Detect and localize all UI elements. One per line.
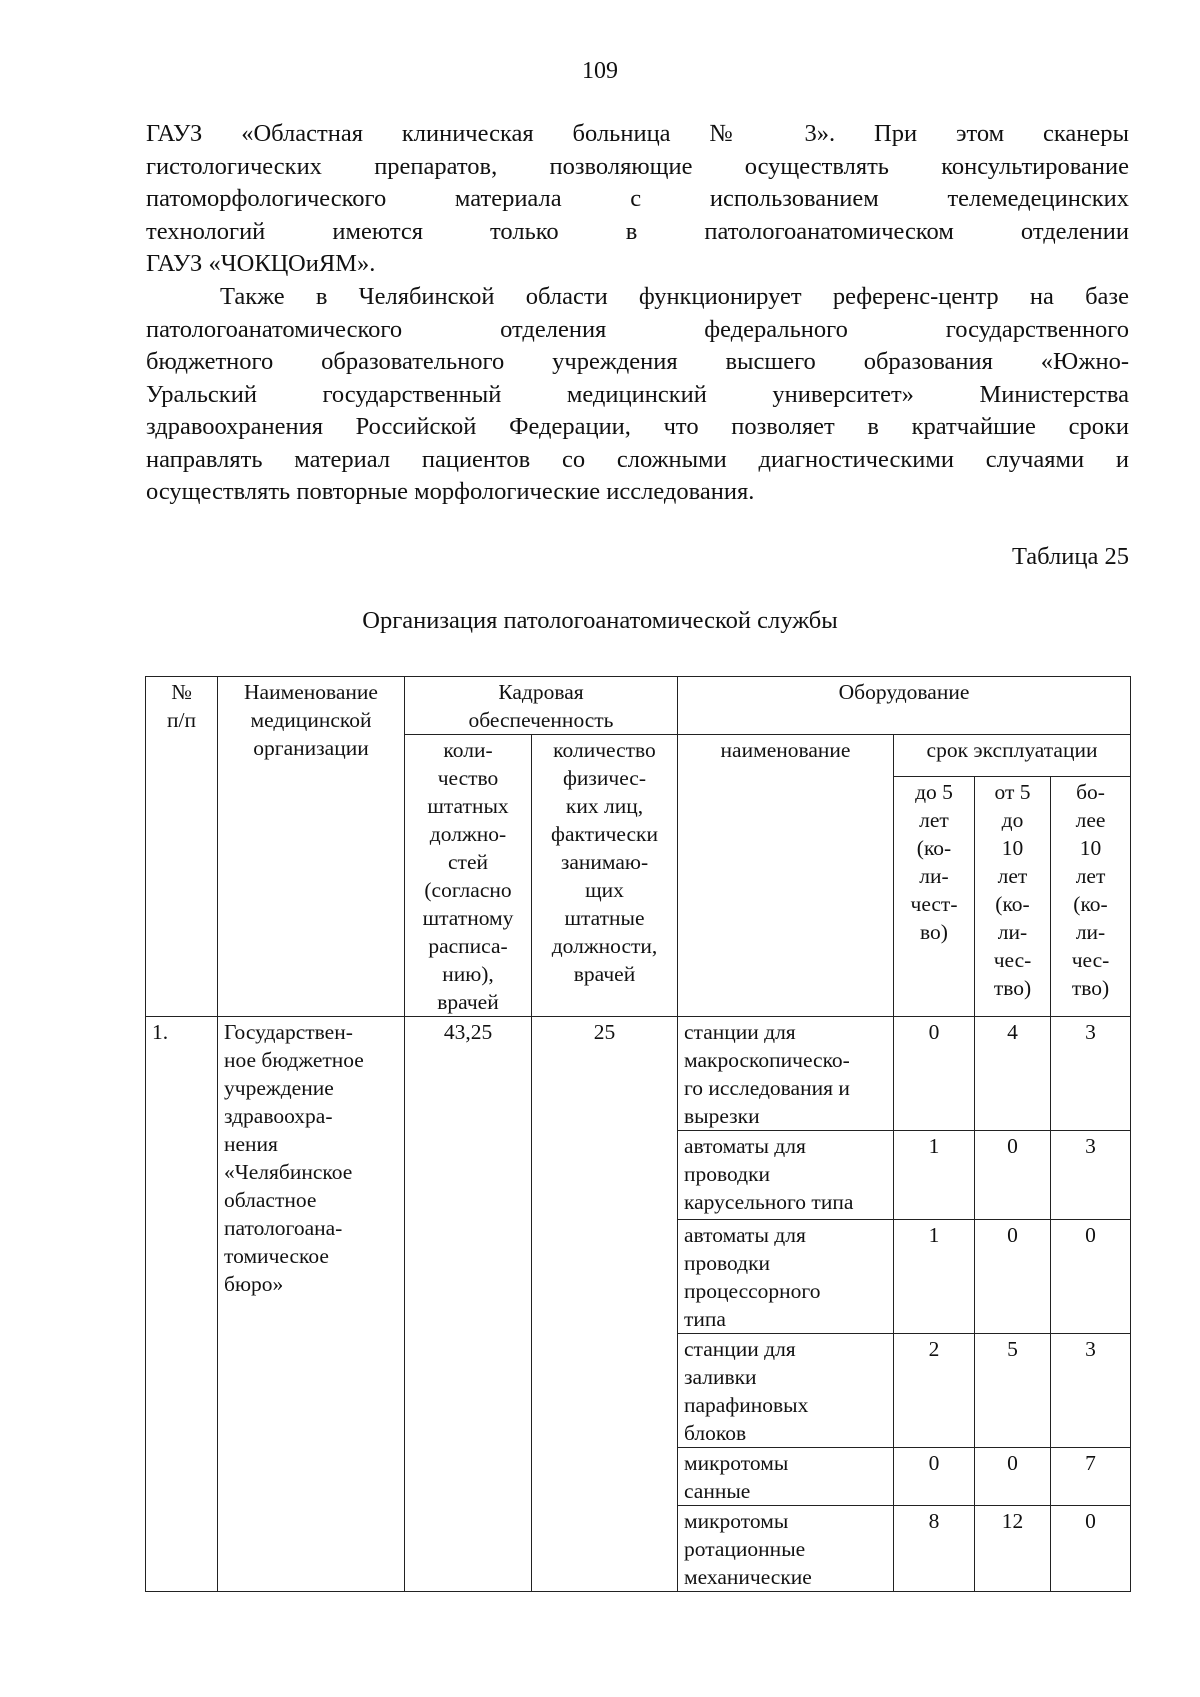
equipment-under-5: 0 — [894, 1017, 975, 1131]
cell-line: патологоана- — [224, 1216, 343, 1240]
cell-line: чество — [437, 766, 499, 790]
paragraph-line: осуществлять повторные морфологические исследования. — [146, 478, 755, 505]
cell-line: фактически — [551, 822, 658, 846]
header-num — [146, 677, 218, 1017]
equipment-name — [678, 1131, 894, 1220]
cell-line: № — [171, 680, 192, 704]
row-staff-persons: 25 — [532, 1017, 678, 1592]
cell-line: щих — [585, 878, 624, 902]
cell-line: проводки — [684, 1162, 771, 1186]
page-number: 109 — [582, 58, 618, 84]
cell-line: ротационные — [684, 1537, 806, 1561]
cell-line: автоматы для — [684, 1223, 806, 1247]
cell-line: во) — [920, 920, 948, 945]
equipment-name — [678, 1220, 894, 1334]
pathology-service-table — [145, 676, 1131, 1592]
paragraph-line: Также в Челябинской области функционирует референс-центр на базе — [220, 283, 1129, 310]
cell-line: (ко- — [916, 836, 952, 861]
paragraph-2 — [146, 281, 1129, 509]
header-staffing — [405, 677, 678, 735]
cell-line: штатные — [564, 906, 645, 930]
cell-line: нию), — [442, 962, 494, 986]
cell-line: до 5 — [915, 780, 953, 805]
equipment-5-to-10: 5 — [975, 1334, 1051, 1448]
cell-line: лет — [1075, 864, 1106, 889]
cell-line: Государствен- — [224, 1020, 353, 1044]
equipment-name — [678, 1448, 894, 1506]
cell-line: станции для — [684, 1337, 796, 1361]
cell-line: санные — [684, 1479, 751, 1503]
cell-line: типа — [684, 1307, 726, 1331]
cell-line: ли- — [997, 920, 1028, 945]
cell-line: (ко- — [995, 892, 1030, 917]
equipment-under-5: 1 — [894, 1220, 975, 1334]
equipment-over-10: 0 — [1051, 1506, 1131, 1592]
cell-line: ли- — [1075, 920, 1106, 945]
cell-line: физичес- — [562, 766, 647, 790]
cell-line: врачей — [437, 990, 499, 1014]
equipment-name — [678, 1017, 894, 1131]
cell-line: организации — [253, 736, 369, 760]
equipment-under-5: 0 — [894, 1448, 975, 1506]
cell-line: медицинской — [250, 708, 372, 732]
cell-line: от 5 — [994, 780, 1031, 805]
row-org-name — [218, 1017, 405, 1592]
paragraph-1 — [146, 118, 1129, 281]
equipment-under-5: 1 — [894, 1131, 975, 1220]
cell-line: Кадровая — [498, 680, 584, 704]
equipment-name — [678, 1334, 894, 1448]
cell-line: врачей — [573, 962, 636, 986]
equipment-5-to-10: 0 — [975, 1220, 1051, 1334]
equipment-over-10: 0 — [1051, 1220, 1131, 1334]
cell-line: количество — [553, 738, 656, 762]
equipment-5-to-10: 0 — [975, 1131, 1051, 1220]
cell-line: процессорного — [684, 1279, 821, 1303]
cell-line: макроскопическо- — [684, 1048, 850, 1072]
cell-line: го исследования и — [684, 1076, 850, 1100]
header-over-10-years — [1051, 777, 1131, 1017]
cell-line: микротомы — [684, 1451, 789, 1475]
cell-line: лет — [997, 864, 1028, 889]
cell-line: здравоохра- — [224, 1104, 333, 1128]
cell-line: лет — [919, 808, 949, 833]
paragraph-line: Уральский государственный медицинский университет» Министерства — [146, 380, 1129, 408]
cell-line: бо- — [1076, 780, 1105, 805]
cell-line: томическое — [224, 1244, 329, 1268]
cell-line: областное — [224, 1188, 317, 1212]
cell-line: чес- — [1071, 948, 1110, 973]
cell-line: парафиновых — [684, 1393, 809, 1417]
paragraph-line: здравоохранения Российской Федерации, что позволяет в кратчайшие сроки — [146, 413, 1129, 440]
header-5-to-10-years — [975, 777, 1051, 1017]
cell-line: блоков — [684, 1421, 747, 1445]
cell-line: автоматы для — [684, 1134, 806, 1158]
cell-line: обеспеченность — [468, 708, 614, 732]
cell-line: ли- — [919, 864, 949, 889]
cell-line: чес- — [993, 948, 1032, 973]
paragraph-line: бюджетного образовательного учреждения высшего образования «Южно- — [146, 348, 1129, 375]
table-label: Таблица 25 — [1011, 543, 1129, 570]
header-under-5-years — [894, 777, 975, 1017]
paragraph-line: ГАУЗ «ЧОКЦОиЯМ». — [146, 250, 376, 277]
paragraph-line: патоморфологического материала с использованием телемедецинских — [146, 185, 1129, 212]
cell-line: расписа- — [428, 934, 508, 958]
cell-line: проводки — [684, 1251, 771, 1275]
cell-line: до — [1001, 808, 1024, 833]
cell-line: механические — [684, 1565, 812, 1589]
header-service-life: срок эксплуатации — [894, 735, 1131, 777]
cell-line: стей — [448, 850, 488, 874]
equipment-under-5: 2 — [894, 1334, 975, 1448]
equipment-5-to-10: 12 — [975, 1506, 1051, 1592]
table-title: Организация патологоанатомической службы — [362, 607, 838, 634]
cell-line: заливки — [684, 1365, 757, 1389]
equipment-over-10: 7 — [1051, 1448, 1131, 1506]
paragraph-line: технологий имеются только в патологоанатомическом отделении — [146, 217, 1129, 245]
paragraph-line: направлять материал пациентов со сложными диагностическими случаями и — [146, 445, 1129, 473]
cell-line: лее — [1075, 808, 1106, 833]
cell-line: 10 — [1001, 836, 1024, 861]
cell-line: ное бюджетное — [224, 1048, 364, 1072]
cell-line: штатному — [422, 906, 514, 930]
cell-line: бюро» — [224, 1272, 284, 1296]
header-org-name — [218, 677, 405, 1017]
cell-line: тво) — [1071, 976, 1110, 1001]
cell-line: ких лиц, — [565, 794, 644, 818]
cell-line: штатных — [427, 794, 509, 818]
equipment-over-10: 3 — [1051, 1131, 1131, 1220]
row-num: 1. — [146, 1017, 218, 1592]
header-equipment-name: наименование — [678, 735, 894, 1017]
equipment-5-to-10: 4 — [975, 1017, 1051, 1131]
cell-line: чест- — [910, 892, 958, 917]
equipment-over-10: 3 — [1051, 1334, 1131, 1448]
cell-line: занимаю- — [560, 850, 649, 874]
cell-line: (согласно — [424, 878, 512, 902]
header-staff-persons — [532, 735, 678, 1017]
paragraph-line: патологоанатомического отделения федерального государственного — [146, 315, 1129, 343]
cell-line: п/п — [167, 708, 196, 732]
cell-line: микротомы — [684, 1509, 789, 1533]
cell-line: учреждение — [224, 1076, 334, 1100]
cell-line: Наименование — [244, 680, 378, 704]
cell-line: нения — [224, 1132, 278, 1156]
equipment-over-10: 3 — [1051, 1017, 1131, 1131]
cell-line: (ко- — [1073, 892, 1108, 917]
cell-line: станции для — [684, 1020, 796, 1044]
row-staff-positions: 43,25 — [405, 1017, 532, 1592]
equipment-under-5: 8 — [894, 1506, 975, 1592]
cell-line: коли- — [443, 738, 493, 762]
cell-line: вырезки — [684, 1104, 760, 1128]
header-equipment: Оборудование — [678, 677, 1131, 735]
cell-line: должно- — [429, 822, 507, 846]
paragraph-line: гистологических препаратов, позволяющие осуществлять консультирование — [146, 152, 1129, 180]
cell-line: «Челябинское — [224, 1160, 353, 1184]
cell-line: 10 — [1079, 836, 1102, 861]
equipment-name — [678, 1506, 894, 1592]
equipment-5-to-10: 0 — [975, 1448, 1051, 1506]
paragraph-line: ГАУЗ «Областная клиническая больница № 3». При этом сканеры — [146, 120, 1129, 147]
cell-line: карусельного типа — [684, 1190, 854, 1214]
cell-line: тво) — [993, 976, 1032, 1001]
header-staff-positions — [405, 735, 532, 1017]
cell-line: должности, — [551, 934, 658, 958]
